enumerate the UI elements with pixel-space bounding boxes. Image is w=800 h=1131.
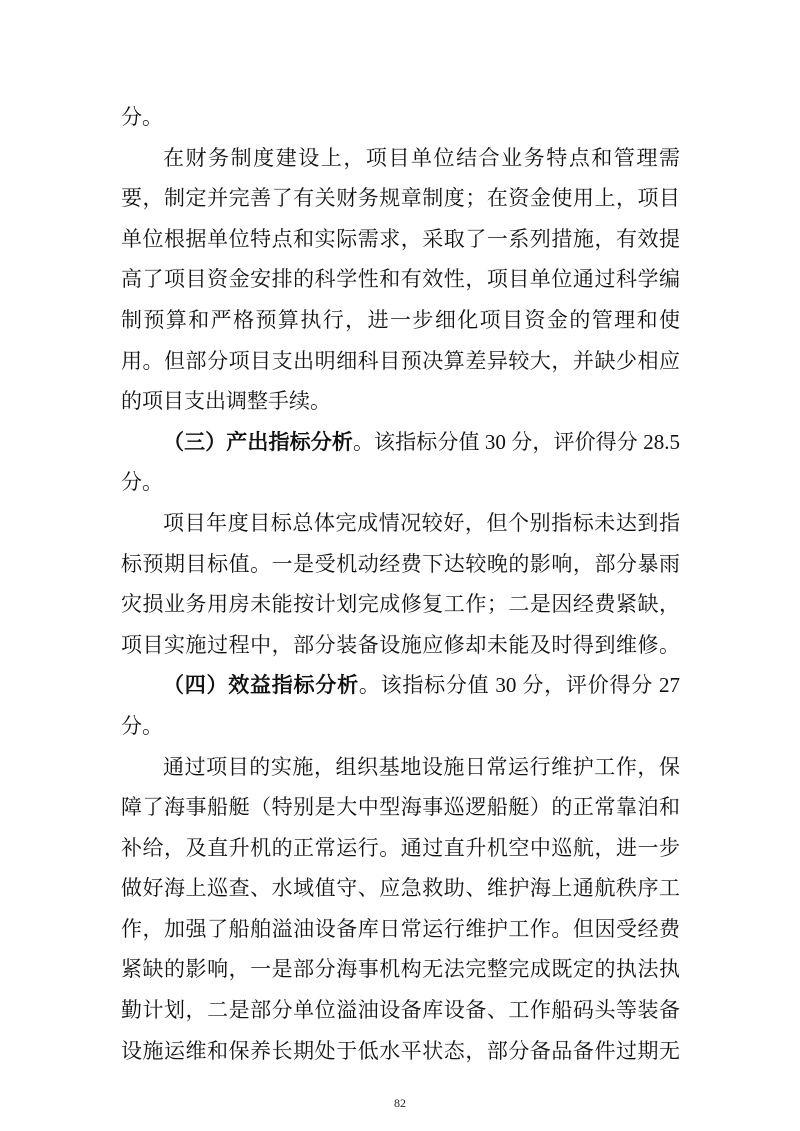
text-line: 在财务制度建设上，项目单位结合业务特点和管理需 [163, 145, 680, 170]
text-line: 项目实施过程中，部分装备设施应修却未能及时得到维修。 [121, 632, 680, 657]
section-output-indicators [121, 422, 680, 666]
page-number: 82 [394, 1096, 406, 1110]
text-line: 分。 [121, 713, 163, 738]
text-line: 高了项目资金安排的科学性和有效性，项目单位通过科学编 [121, 267, 680, 292]
section-score-text: 。该指标分值 30 分，评价得分 27 [358, 673, 680, 698]
section-heading: （三）产出指标分析 [163, 429, 353, 454]
text-line: 制预算和严格预算执行，进一步细化项目资金的管理和使 [121, 307, 680, 332]
body-text [121, 97, 680, 1071]
section-benefit-indicators [121, 665, 680, 1071]
text-line: 灾损业务用房未能按计划完成修复工作；二是因经费紧缺， [121, 592, 680, 617]
text-line: 勤计划，二是部分单位溢油设备库设备、工作船码头等装备 [121, 998, 680, 1023]
text-line: 障了海事船艇（特别是大中型海事巡逻船艇）的正常靠泊和 [121, 795, 680, 820]
text-line: 分。 [121, 470, 163, 495]
paragraph-finance-system [121, 138, 680, 422]
text-line: 补给，及直升机的正常运行。通过直升机空中巡航，进一步 [121, 835, 680, 860]
text-line: 用。但部分项目支出明细科目预决算差异较大，并缺少相应 [121, 348, 680, 373]
text-line: 通过项目的实施，组织基地设施日常运行维护工作，保 [163, 754, 680, 779]
text-line: 单位根据单位特点和实际需求，采取了一系列措施，有效提 [121, 226, 680, 251]
section-heading-line [121, 665, 680, 706]
text-line: 紧缺的影响，一是部分海事机构无法完整完成既定的执法执 [121, 957, 680, 982]
text-line: 作，加强了船舶溢油设备库日常运行维护工作。但因受经费 [121, 916, 680, 941]
section-heading-line [121, 422, 680, 463]
section-heading: （四）效益指标分析 [163, 673, 359, 698]
section-score-text: 。该指标分值 30 分，评价得分 28.5 [352, 429, 680, 454]
text-line: 分。 [121, 105, 163, 129]
text-line: 的项目支出调整手续。 [121, 389, 331, 414]
text-line: 设施运维和保养长期处于低水平状态，部分备品备件过期无 [121, 1038, 680, 1063]
text-line: 项目年度目标总体完成情况较好，但个别指标未达到指 [163, 510, 680, 535]
text-line: 做好海上巡查、水域值守、应急救助、维护海上通航秩序工 [121, 876, 680, 901]
text-line: 标预期目标值。一是受机动经费下达较晚的影响，部分暴雨 [121, 551, 680, 576]
text-line: 要，制定并完善了有关财务规章制度；在资金使用上，项目 [121, 186, 680, 211]
